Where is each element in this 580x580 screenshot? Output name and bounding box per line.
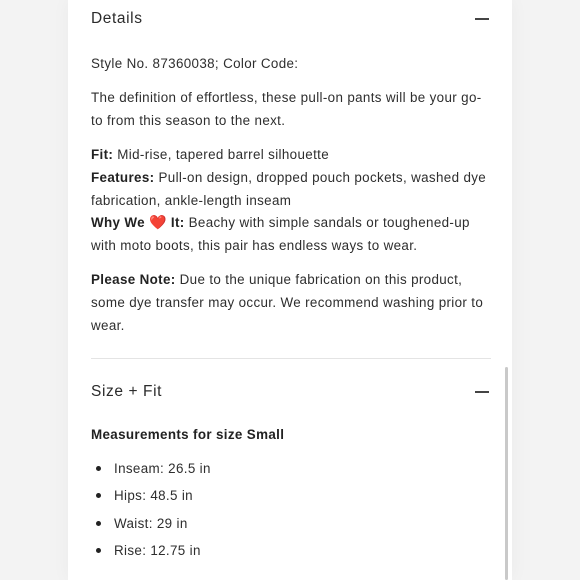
measurement-waist: Waist: 29 in bbox=[114, 515, 188, 531]
please-note bbox=[91, 268, 491, 337]
product-description: The definition of effortless, these pull-on pants will be your go-to from this season to the next. bbox=[91, 90, 482, 128]
list-item bbox=[91, 457, 491, 484]
measurement-inseam: Inseam: 26.5 in bbox=[114, 461, 211, 476]
features-info bbox=[91, 166, 491, 212]
list-item bbox=[91, 484, 491, 511]
fit-label: Fit: bbox=[91, 147, 114, 162]
list-item bbox=[91, 539, 491, 566]
bullet-icon bbox=[96, 466, 101, 471]
bullet-icon bbox=[96, 548, 101, 553]
measurement-hips: Hips: 48.5 in bbox=[114, 488, 193, 504]
list-item bbox=[91, 512, 491, 539]
fit-text: Mid-rise, tapered barrel silhouette bbox=[113, 147, 330, 162]
details-accordion-header[interactable] bbox=[91, 5, 491, 33]
why-text: Beachy with simple sandals or toughened-up with moto boots, this pair has endless ways to wear. bbox=[91, 215, 470, 253]
note-label: Please Note: bbox=[91, 272, 176, 287]
why-label-end: It: bbox=[166, 215, 185, 230]
style-number: Style No. 87360038; Color Code: bbox=[91, 56, 299, 71]
bullet-icon bbox=[96, 521, 101, 526]
why-label bbox=[91, 215, 185, 230]
measurements-list bbox=[91, 457, 491, 566]
bullet-icon bbox=[96, 493, 101, 498]
size-fit-accordion-header[interactable] bbox=[91, 378, 491, 406]
details-title: Details bbox=[91, 10, 143, 27]
minus-icon[interactable] bbox=[475, 391, 489, 393]
section-divider bbox=[91, 358, 491, 359]
heart-icon: ❤️ bbox=[149, 214, 167, 230]
fit-info bbox=[91, 143, 491, 166]
size-fit-title: Size + Fit bbox=[91, 383, 163, 400]
scrollbar[interactable] bbox=[505, 367, 508, 580]
features-label: Features: bbox=[91, 170, 155, 185]
minus-icon[interactable] bbox=[475, 18, 489, 20]
why-label-start: Why We bbox=[91, 215, 149, 230]
why-we-love-it bbox=[91, 211, 491, 257]
measurement-rise: Rise: 12.75 in bbox=[114, 542, 201, 558]
note-text: Due to the unique fabrication on this product, some dye transfer may occur. We recommend washing prior to wear. bbox=[91, 272, 484, 333]
measurements-heading: Measurements for size Small bbox=[91, 427, 285, 442]
features-text: Pull-on design, dropped pouch pockets, washed dye fabrication, ankle-length inseam bbox=[91, 170, 487, 208]
